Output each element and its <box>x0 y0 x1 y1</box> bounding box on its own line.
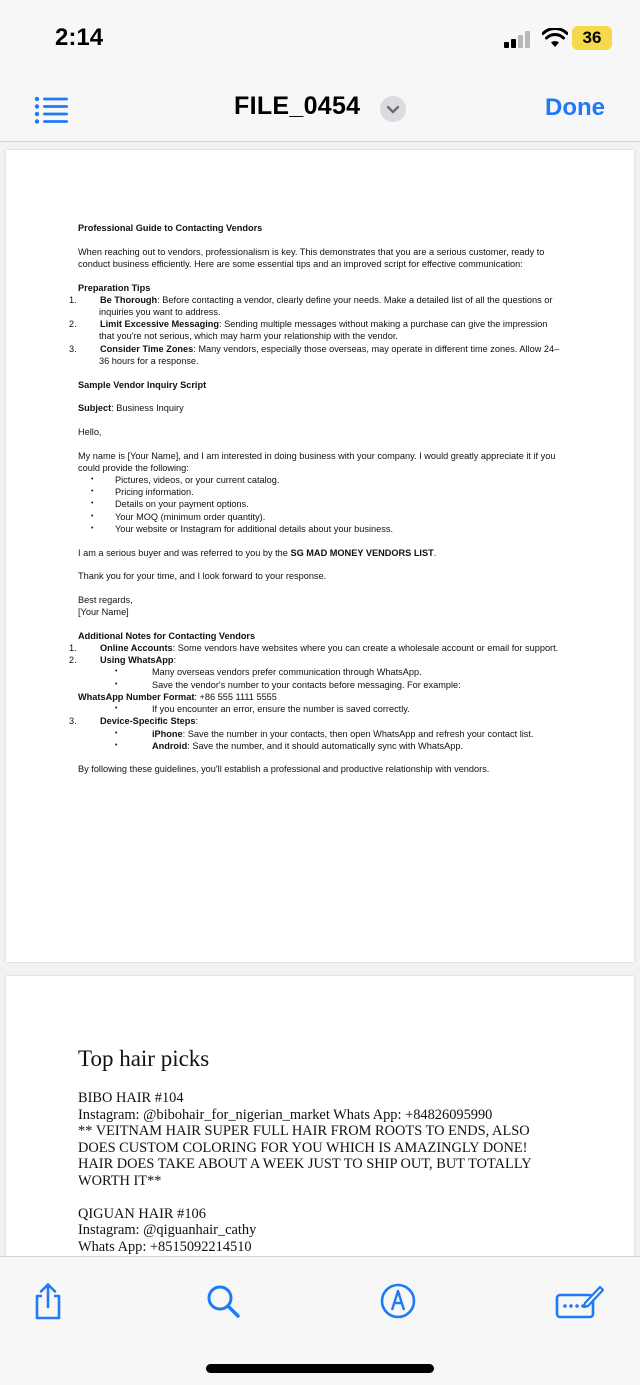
list-item: • Many overseas vendors prefer communication through WhatsApp. <box>78 666 563 678</box>
bottom-toolbar <box>0 1256 640 1385</box>
preparation-heading: Preparation Tips <box>78 282 151 293</box>
preparation-list <box>69 294 563 367</box>
page-1-content <box>69 222 563 787</box>
list-item: 3. Consider Time Zones: Many vendors, especially those overseas, may operate in different time zones. Allow 24–36 hours for a response. <box>69 343 560 366</box>
vendor-entry <box>78 1090 558 1255</box>
share-icon[interactable] <box>28 1281 68 1321</box>
list-item: • Your website or Instagram for additional details about your business. <box>78 523 563 535</box>
sign-off: Best regards, <box>78 594 133 605</box>
keyboard-edit-icon[interactable] <box>555 1281 605 1321</box>
referral-line: I am a serious buyer and was referred to you by the SG MAD MONEY VENDORS LIST. <box>78 547 437 558</box>
notes-heading: Additional Notes for Contacting Vendors <box>78 630 256 641</box>
closing-line: By following these guidelines, you'll establish a professional and productive relationship with vendors. <box>78 764 490 775</box>
wifi-icon <box>542 28 568 48</box>
list-item: • iPhone: Save the number in your contacts, then open WhatsApp and refresh your contact list. <box>78 728 563 740</box>
vendor-line: BIBO HAIR #104 <box>78 1090 184 1106</box>
sign-name: [Your Name] <box>78 607 129 618</box>
done-button[interactable]: Done <box>545 94 605 121</box>
greeting: Hello, <box>78 426 102 437</box>
search-icon[interactable] <box>203 1281 243 1321</box>
list-item: • If you encounter an error, ensure the number is saved correctly. <box>78 703 563 715</box>
list-item: • Details on your payment options. <box>78 498 563 510</box>
vendor-line: QIGUAN HAIR #106 <box>78 1205 206 1222</box>
list-item: • Pricing information. <box>78 486 563 498</box>
cellular-signal-icon <box>504 30 534 48</box>
guide-heading: Professional Guide to Contacting Vendors <box>78 223 263 233</box>
nav-bar <box>0 78 640 142</box>
whatsapp-format-line: WhatsApp Number Format: +86 555 1111 5555 <box>78 691 277 702</box>
battery-indicator: 36 <box>572 26 612 50</box>
document-page-1 <box>6 150 634 962</box>
chevron-down-icon[interactable] <box>380 96 406 122</box>
list-item: 2. Limit Excessive Messaging: Sending multiple messages without making a purchase can give the impression that you're not serious, which may harm your relationship with the vendor. <box>69 319 548 342</box>
request-list <box>78 474 563 535</box>
vendor-line: Instagram: @bibohair_for_nigerian_market Whats App: +84826095990 <box>78 1106 493 1123</box>
list-item: • Pictures, videos, or your current catalog. <box>78 474 563 486</box>
document-page-2 <box>6 976 634 1266</box>
subject-line: Subject: Business Inquiry <box>78 403 184 414</box>
list-item: • Android: Save the number, and it should automatically sync with WhatsApp. <box>78 740 563 752</box>
thanks-line: Thank you for your time, and I look forward to your response. <box>78 571 327 582</box>
hair-picks-heading: Top hair picks <box>78 1046 210 1071</box>
document-title[interactable]: FILE_0454 <box>234 92 361 120</box>
list-item: 3. Device-Specific Steps: <box>69 716 199 727</box>
list-icon[interactable] <box>34 96 68 124</box>
vendor-line: ** VEITNAM HAIR SUPER FULL HAIR FROM ROOTS TO ENDS, ALSO DOES CUSTOM COLORING FOR YOU WHICH IS AMAZINGLY DONE! HAIR DOES TAKE ABOUT A WEEK JUST TO SHIP OUT, BUT TOTALLY WORTH IT** <box>78 1123 532 1189</box>
guide-intro: When reaching out to vendors, professionalism is key. This demonstrates that you are a serious customer, ready to conduct business efficiently. Here are some essential tips and an improved script for effective communication: <box>78 246 545 269</box>
list-item: 2. Using WhatsApp: <box>69 655 177 666</box>
list-item: • Your MOQ (minimum order quantity). <box>78 511 563 523</box>
page-2-content <box>78 1046 558 1255</box>
list-item: • Save the vendor's number to your contacts before messaging. For example: <box>78 679 563 691</box>
vendor-line: Instagram: @qiguanhair_cathy <box>78 1222 257 1238</box>
script-body: My name is [Your Name], and I am interested in doing business with your company. I would greatly appreciate it if you could provide the following: <box>78 450 556 473</box>
home-indicator <box>206 1364 434 1373</box>
markup-icon[interactable] <box>378 1281 418 1321</box>
script-heading: Sample Vendor Inquiry Script <box>78 379 207 390</box>
list-item: 1. Be Thorough: Before contacting a vendor, clearly define your needs. Make a detailed list of all the questions or inquiries you want to address. <box>69 294 553 318</box>
notes-list <box>69 642 563 752</box>
status-bar <box>0 0 640 78</box>
list-item: 1. Online Accounts: Some vendors have websites where you can create a wholesale account or email for support. <box>69 643 559 654</box>
status-time: 2:14 <box>55 24 104 51</box>
vendor-line: Whats App: +8515092214510 <box>78 1238 252 1255</box>
